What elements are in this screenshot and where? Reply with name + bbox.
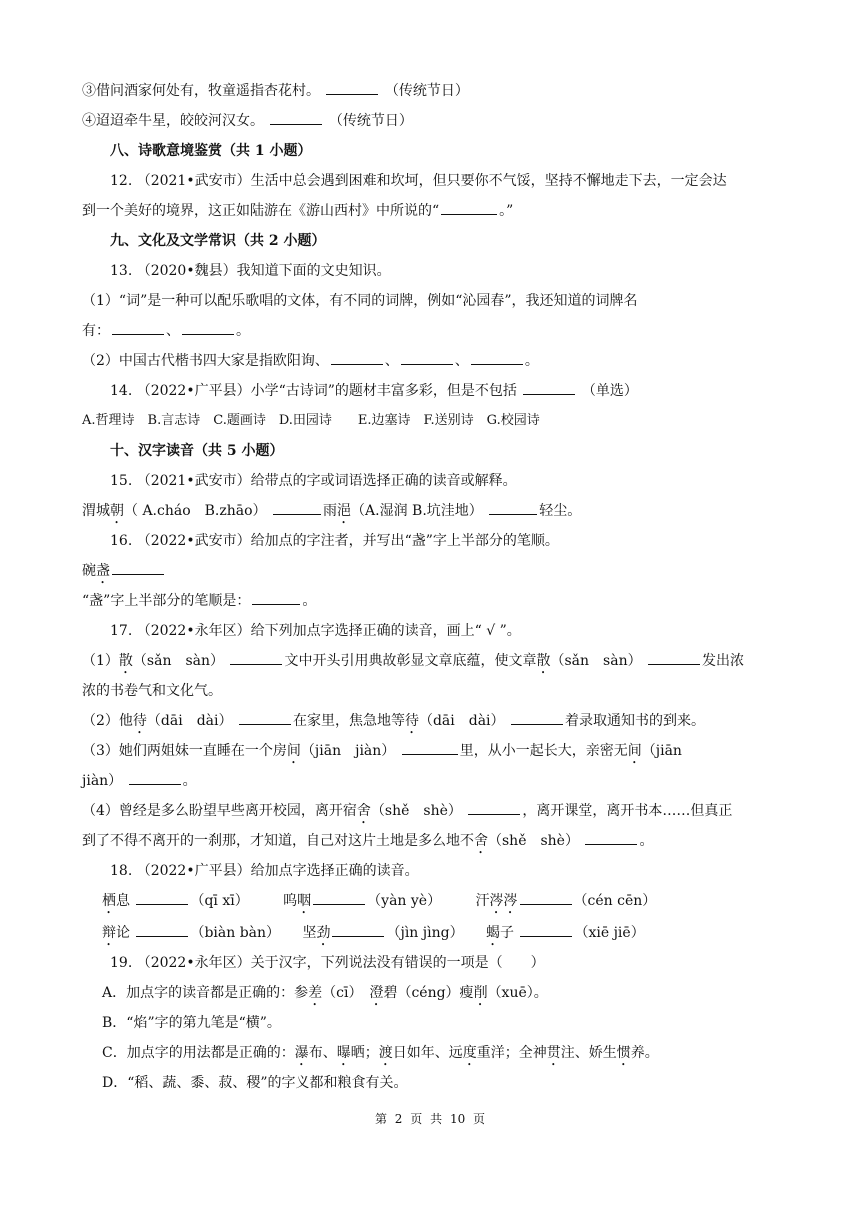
question-19-option-b[interactable]: B．“焰”字的第九笔是“横”。	[102, 1015, 281, 1031]
dotted-char: 待	[404, 713, 419, 729]
question-13-part-1-cont	[82, 321, 782, 341]
answer-blank[interactable]	[136, 892, 188, 905]
text: 、	[384, 353, 399, 369]
text: C．加点字的用法都是正确的：	[102, 1045, 295, 1061]
question-17-part-4-cont	[82, 831, 782, 851]
text: （ A.cháo B.zhāo）	[124, 503, 267, 519]
text: （2）他	[82, 713, 133, 729]
text: 重洋；全神	[476, 1045, 547, 1061]
text: 碧（céng）瘦	[383, 985, 474, 1001]
dotted-char: 咽	[297, 893, 312, 909]
text: 日如年、远	[392, 1045, 463, 1061]
question-17-part-1-cont: 浓的书卷气和文化气。	[82, 683, 222, 699]
answer-blank[interactable]	[520, 892, 572, 905]
question-18: 18. （2022•广平县）给加点字选择正确的读音。	[110, 863, 419, 879]
pinyin-options: （jiān jiàn）	[300, 743, 396, 759]
question-17-part-4	[82, 801, 782, 821]
answer-blank[interactable]	[252, 592, 300, 605]
text: 养。	[630, 1045, 659, 1061]
question-13: 13. （2020•魏县）我知道下面的文史知识。	[110, 263, 391, 279]
dotted-char: 散	[118, 653, 133, 669]
answer-blank[interactable]	[136, 924, 188, 937]
text: 。	[182, 773, 197, 789]
dotted-char: 澄	[369, 985, 384, 1001]
text: （xuē）。	[487, 985, 548, 1001]
dotted-char: 间	[286, 743, 301, 759]
text: 子	[500, 925, 515, 941]
answer-blank[interactable]	[239, 712, 291, 725]
text: 在家里，焦急地等	[292, 713, 405, 729]
footer-text: 页	[473, 1112, 486, 1126]
text: 。	[639, 833, 654, 849]
text: ③借问酒家何处有，牧童遥指杏花村。	[82, 83, 320, 99]
section-heading-8: 八、诗歌意境鉴赏（共 1 小题）	[110, 143, 312, 159]
answer-blank[interactable]	[520, 924, 572, 937]
dotted-char: 惯	[616, 1045, 631, 1061]
question-17-part-2	[82, 711, 782, 731]
answer-blank[interactable]	[585, 832, 637, 845]
pinyin-options: （shě shè）	[370, 803, 462, 819]
text: 。	[524, 353, 539, 369]
answer-blank[interactable]	[326, 82, 378, 95]
pinyin-options: （jìn jìng）	[386, 925, 464, 941]
answer-blank[interactable]	[471, 352, 523, 365]
text: （A.湿润 B.坑洼地）	[351, 503, 483, 519]
text: 渭城	[82, 503, 110, 519]
text: 。	[236, 323, 250, 339]
answer-blank[interactable]	[273, 502, 321, 515]
question-18-row-1	[102, 891, 802, 911]
text: ，离开课堂，离开书本……但真正	[522, 803, 733, 819]
page-footer	[0, 1111, 860, 1127]
question-19: 19. （2022•永年区）关于汉字，下列说法没有错误的一项是（ ）	[110, 955, 545, 971]
pinyin-options: （dāi dài）	[418, 713, 505, 729]
answer-blank[interactable]	[182, 322, 234, 335]
text: （4）曾经是多么盼望早些离开校园，离开宿	[82, 803, 357, 819]
dotted-char: 度	[462, 1045, 477, 1061]
question-19-option-a[interactable]	[102, 983, 802, 1003]
text: 注、娇生	[560, 1045, 617, 1061]
answer-blank[interactable]	[468, 802, 520, 815]
answer-blank[interactable]	[441, 202, 497, 215]
question-17: 17. （2022•永年区）给下列加点字选择正确的读音，画上“ √ ”。	[110, 623, 521, 639]
text: 呜	[283, 893, 298, 909]
dotted-char: 舍	[474, 833, 488, 849]
dotted-char: 盏	[96, 563, 110, 579]
question-13-part-1: （1）“词”是一种可以配乐歌唱的文体，有不同的词牌，例如“沁园春”，我还知道的词牌名	[82, 293, 638, 309]
dotted-char: 间	[627, 743, 642, 759]
pinyin-options: （qī xī）	[190, 893, 249, 909]
pinyin-options: （sǎn sàn）	[550, 653, 642, 669]
dotted-char: 浥	[337, 503, 352, 519]
answer-blank[interactable]	[331, 352, 383, 365]
question-12: 12. （2021•武安市）生活中总会遇到困难和坎坷，但只要你不气馁，坚持不懈地走下去，一定会达	[110, 173, 727, 189]
answer-blank[interactable]	[112, 322, 164, 335]
question-14	[110, 381, 782, 401]
pinyin-options: （biàn bàn）	[190, 925, 281, 941]
question-15: 15. （2021•武安市）给带点的字或词语选择正确的读音或解释。	[110, 473, 517, 489]
answer-blank[interactable]	[129, 772, 181, 785]
text: 有：	[82, 323, 110, 339]
answer-blank[interactable]	[511, 712, 563, 725]
dotted-char: 舍	[356, 803, 371, 819]
question-14-options: A.哲理诗 B.言志诗 C.题画诗 D.田园诗 E.边塞诗 F.送别诗 G.校园诗	[82, 413, 540, 428]
text: 到一个美好的境界，这正如陆游在《游山西村》中所说的“	[82, 203, 440, 219]
text: 晒；	[350, 1045, 379, 1061]
answer-blank[interactable]	[489, 502, 537, 515]
footer-text: 共	[430, 1112, 443, 1126]
answer-blank[interactable]	[332, 924, 384, 937]
question-12-cont	[82, 201, 782, 221]
poem-line-3	[82, 81, 782, 101]
question-17-part-1	[82, 651, 782, 671]
question-19-option-c[interactable]	[102, 1043, 802, 1063]
text: 、	[454, 353, 469, 369]
dotted-char: 渡	[378, 1045, 393, 1061]
text: 布、	[308, 1045, 337, 1061]
pinyin-options: （yàn yè）	[367, 893, 442, 909]
pinyin-options: jiàn）	[82, 773, 123, 789]
dotted-char: 辩	[102, 925, 116, 941]
dotted-char: 瀑	[294, 1045, 309, 1061]
text: ④迢迢牵牛星，皎皎河汉女。	[82, 113, 264, 129]
question-13-part-2	[82, 351, 782, 371]
text: A．加点字的读音都是正确的：参	[102, 985, 309, 1001]
text: 14. （2022•广平县）小学“古诗词”的题材丰富多彩，但是不包括	[110, 383, 517, 399]
text: 论	[116, 925, 130, 941]
text: 着录取通知书的到来。	[564, 713, 705, 729]
pinyin-options: （dāi dài）	[146, 713, 233, 729]
question-17-part-3	[82, 741, 782, 761]
page-total: 10	[449, 1112, 466, 1126]
answer-blank[interactable]	[648, 652, 700, 665]
footer-text: 第	[374, 1112, 387, 1126]
answer-blank[interactable]	[112, 562, 164, 575]
text: 。	[302, 593, 317, 609]
text: 碗	[82, 563, 96, 579]
answer-blank[interactable]	[270, 112, 322, 125]
text: （单选）	[581, 383, 638, 399]
question-19-option-d[interactable]: D．“稻、蔬、黍、菽、稷”的字义都和粮食有关。	[102, 1075, 408, 1091]
text: 轻尘。	[539, 503, 582, 519]
dotted-char: 贯	[546, 1045, 561, 1061]
text: “盏”字上半部分的笔顺是：	[82, 593, 251, 609]
dotted-char: 削	[473, 985, 488, 1001]
question-15-body	[82, 501, 782, 521]
text: 到了不得不离开的一刹那，才知道，自己对这片土地是多么地不	[82, 833, 474, 849]
text: 雨	[323, 503, 338, 519]
answer-blank[interactable]	[313, 892, 365, 905]
question-18-row-2	[102, 923, 802, 943]
text: 、	[166, 323, 180, 339]
question-16-strokes	[82, 591, 782, 611]
dotted-char: 劲	[316, 925, 331, 941]
dotted-char: 散	[536, 653, 551, 669]
answer-blank[interactable]	[402, 742, 458, 755]
text: （2）中国古代楷书四大家是指欧阳询、	[82, 353, 329, 369]
text: 文中开头引用典故彰显文章底蕴，使文章	[284, 653, 537, 669]
dotted-char: 栖	[102, 893, 116, 909]
section-heading-10: 十、汉字读音（共 5 小题）	[110, 443, 284, 459]
question-16: 16. （2022•武安市）给加点的字注者，并写出“盏”字上半部分的笔顺。	[110, 533, 559, 549]
pinyin-options: （shě shè）	[488, 833, 579, 849]
text: 坚	[302, 925, 317, 941]
text: 。”	[499, 203, 514, 219]
page-number: 2	[394, 1112, 403, 1126]
pinyin-options: （sǎn sàn）	[132, 653, 225, 669]
text: （传统节日）	[328, 113, 413, 129]
dotted-char: 朝	[110, 503, 124, 519]
dotted-char: 差	[308, 985, 323, 1001]
pinyin-options: （cén cēn）	[573, 893, 657, 909]
text: 汗	[475, 893, 490, 909]
text: （传统节日）	[384, 83, 469, 99]
footer-text: 页	[410, 1112, 423, 1126]
answer-blank[interactable]	[230, 652, 282, 665]
dotted-char: 待	[132, 713, 147, 729]
text: （1）	[82, 653, 119, 669]
text: （cī）	[322, 985, 370, 1001]
pinyin-options: （jiān	[641, 743, 682, 759]
section-heading-9: 九、文化及文学常识（共 2 小题）	[110, 233, 326, 249]
text: 里，从小一起长大，亲密无	[459, 743, 628, 759]
answer-blank[interactable]	[401, 352, 453, 365]
poem-line-4	[82, 111, 782, 131]
pinyin-options: （xiē jiē）	[574, 925, 645, 941]
dotted-char: 涔涔	[489, 893, 518, 909]
dotted-char: 蝎	[486, 925, 501, 941]
text: （3）她们两姐妹一直睡在一个房	[82, 743, 287, 759]
text: 发出浓	[702, 653, 745, 669]
question-16-body	[82, 561, 782, 581]
question-17-part-3-cont	[82, 771, 782, 791]
text: 息	[116, 893, 130, 909]
answer-blank[interactable]	[523, 382, 575, 395]
dotted-char: 曝	[336, 1045, 351, 1061]
